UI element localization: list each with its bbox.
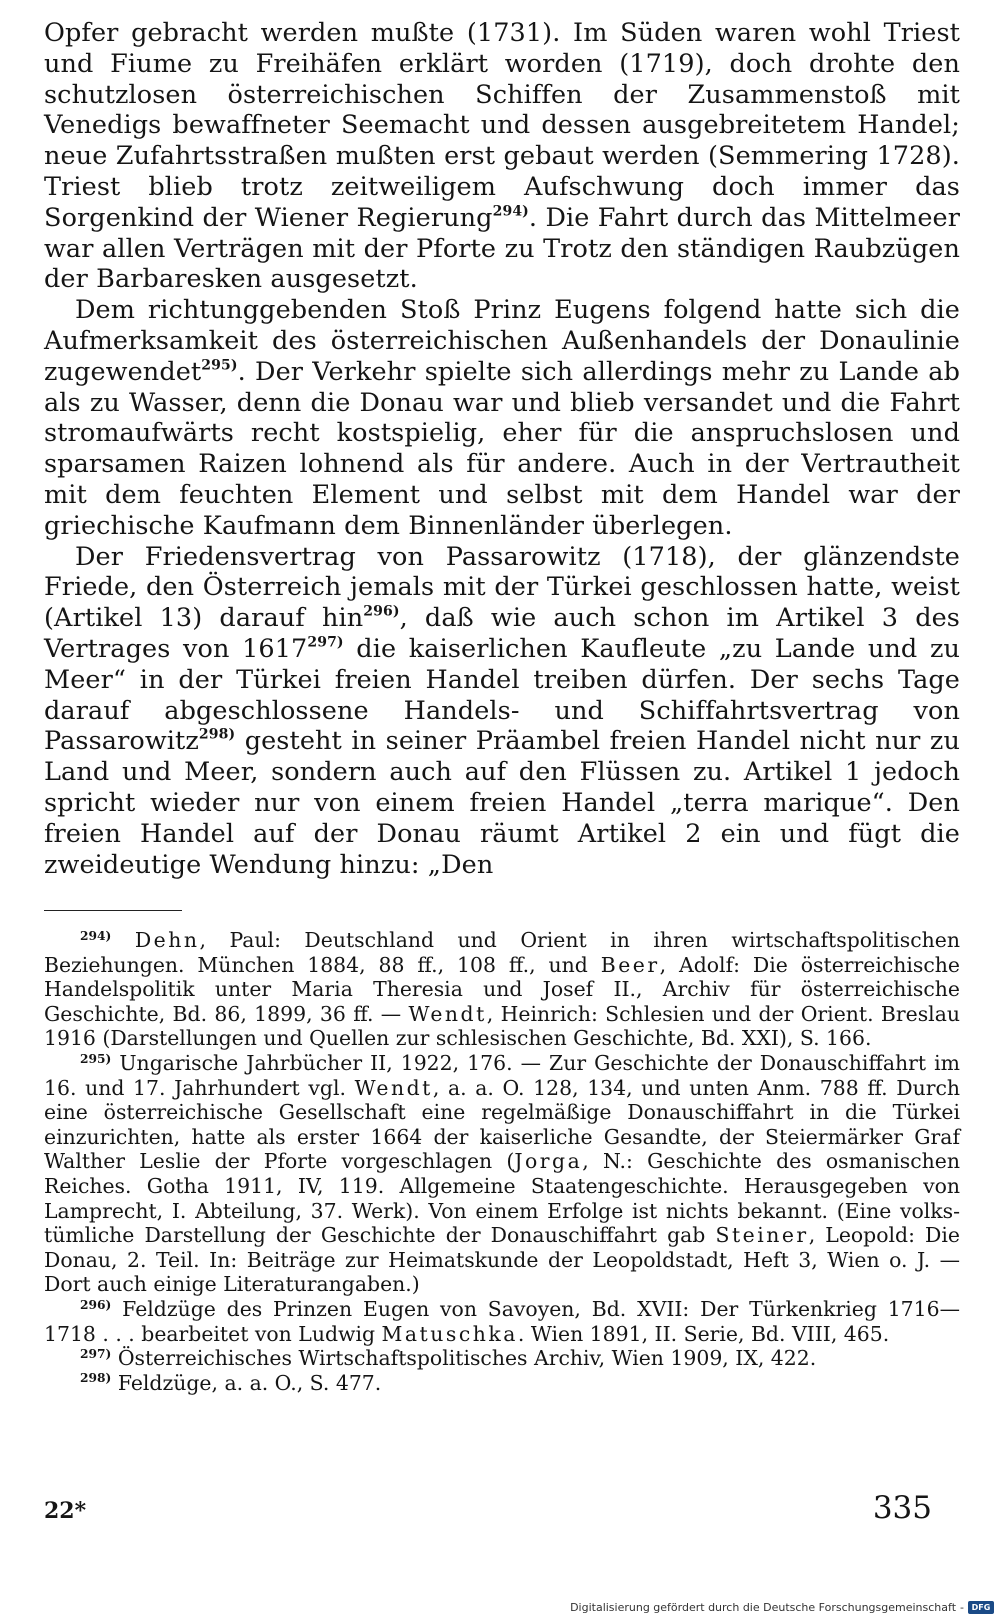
digitization-credit: Digitalisierung gefördert durch die Deutsche Forschungsgemeinschaft - DFG xyxy=(570,1601,994,1614)
footnote-reference: 295) xyxy=(201,357,238,374)
text-run: Feldzüge, a. a. O., S. 477. xyxy=(117,1370,382,1395)
paragraph xyxy=(44,295,960,541)
page-number: 335 xyxy=(872,1490,932,1526)
text-run: Feldzüge des Prinzen Eugen von Savoyen, Bd. XVII: Der Türkenkrieg 1716—1718 . . . bearbeitet von Ludwig xyxy=(44,1296,960,1346)
dfg-logo-icon: DFG xyxy=(968,1601,994,1614)
spaced-author-name: Dehn xyxy=(134,928,200,952)
text-run: , N.: Geschichte des osmanischen Reiches. Gotha 1911, IV, 119. Allgemeine Staatengeschichte. Herausgegeben von Lamprecht, I. Abteilung, 37. Werk). Von einem Erfolge ist nichts bekannt. (Eine volkstümliche Darstellung der Geschichte der Donauschiffahrt gab xyxy=(44,1149,960,1248)
text-run: . Der Verkehr spielte sich allerdings mehr zu Lande ab als zu Wasser, denn die Donau war und blieb versandet und die Fahrt stromaufwärts recht kostspielig, eher für die anspruchslosen und sparsamen Raizen lohnend als für andere. Auch in der Vertrautheit mit dem feuchten Element und selbst mit dem Handel war der griechische Kaufmann dem Binnenländer überlegen. xyxy=(44,356,960,541)
footnote-reference: 294) xyxy=(492,203,529,220)
footnote-reference: 298) xyxy=(198,726,236,743)
footnote-reference: 296) xyxy=(363,603,400,620)
spaced-author-name: Jorga xyxy=(514,1149,583,1174)
text-run: , a. a. O. 128, 134, und unten Anm. 788 ff. Durch eine österreichische Gesellschaft eine regelmäßige Donauschiffahrt in die Türkei einzurichten, hatte als erster 1664 der kaiserliche Gesandte, der Steiermärker Graf Walther Leslie der Pforte vorgeschlagen ( xyxy=(44,1075,961,1174)
text-run: , Adolf: Die österreichische Handelspolitik unter Maria Theresia und Josef II., Archiv für österreichische Geschichte, Bd. 86, 1899, 36 ff. — xyxy=(44,952,961,1026)
footnotes xyxy=(44,928,960,1395)
text-run: . Die Fahrt durch das Mittelmeer war allen Verträgen mit der Pforte zu Trotz den ständigen Raubzügen der Barbaresken ausgesetzt. xyxy=(44,202,961,295)
text-run: Ungarische Jahrbücher II, 1922, 176. — Zur Geschichte der Donauschiffahrt im 16. und 17. Jahrhundert vgl. xyxy=(44,1050,960,1100)
spaced-author-name: Wendt xyxy=(408,1001,487,1026)
spaced-author-name: Matuschka xyxy=(381,1321,518,1346)
credit-text: Digitalisierung gefördert durch die Deutsche Forschungsgemeinschaft xyxy=(570,1601,957,1614)
text-run: Österreichisches Wirtschaftspolitisches Archiv, Wien 1909, IX, 422. xyxy=(117,1346,817,1371)
footnote-reference: 297) xyxy=(307,634,344,651)
text-run: Der Friedensvertrag von Passarowitz (1718), der glänzendste Friede, den Österreich jemals mit der Türkei geschlossen hatte, weist (Artikel 13) darauf hin xyxy=(44,541,960,634)
footnote: $^{297)}$ Österreichisches Wirtschaftspolitisches Archiv, Wien 1909, IX, 422. xyxy=(80,1346,817,1371)
signature-mark: 22* xyxy=(44,1498,87,1524)
text-run: , Paul: Deutschland und Orient in ihren wirtschaftspolitischen Beziehungen. München 1884, 88 ff., 108 ff., und xyxy=(44,928,960,977)
footnote: $^{294)}$ Dehn, Paul: Deutschland und Orient in ihren wirtschaftspolitischen Beziehungen. München 1884, 88 ff., 108 ff., und Beer, Adolf: Die österreichische Handelspolitik unter Maria Theresia und Josef II., Archiv für österreichische Geschichte, Bd. 86, 1899, 36 ff. — Wendt, Heinrich: Schlesien und der Orient. Breslau 1916 (Darstellungen und Quellen zur schlesischen Geschichte, Bd. XXI), S. 166. xyxy=(44,928,961,1051)
text-run: gesteht in seiner Präambel freien Handel nicht nur zu Land und Meer, sondern auch auf den Flüssen zu. Artikel 1 jedoch spricht wieder nur von einem freien Handel „terra marique“. Den freien Handel auf der Donau räumt Artikel 2 ein und fügt die zweideutige Wendung hinzu: „Den xyxy=(44,726,960,880)
text-run: die kaiserlichen Kaufleute „zu Lande und zu Meer“ in der Türkei freien Handel treiben dürfen. Der sechs Tage darauf abgeschlossene Handels- und Schiffahrtsvertrag von Passarowitz xyxy=(44,633,961,757)
footnote: $^{298)}$ Feldzüge, a. a. O., S. 477. xyxy=(80,1370,382,1395)
spaced-author-name: Wendt xyxy=(354,1075,433,1100)
paragraph xyxy=(44,542,960,881)
spaced-author-name: Steiner xyxy=(715,1223,809,1248)
footnote: $^{296)}$ Feldzüge des Prinzen Eugen von Savoyen, Bd. XVII: Der Türkenkrieg 1716—1718 . . . bearbeitet von Ludwig Matuschka. Wien 1891, II. Serie, Bd. VIII, 465. xyxy=(44,1296,960,1346)
footnote-separator xyxy=(44,910,182,911)
main-text xyxy=(44,18,960,880)
text-run: , Heinrich: Schlesien und der Orient. Breslau 1916 (Darstellungen und Quellen zur schlesischen Geschichte, Bd. XXI), S. 166. xyxy=(44,1001,960,1051)
spaced-author-name: Beer xyxy=(600,952,660,977)
text-run: , daß wie auch schon im Artikel 3 des Vertrages von 1617 xyxy=(44,603,960,664)
text-run: Opfer gebracht werden mußte (1731). Im Süden waren wohl Triest und Fiume zu Freihäfen erklärt worden (1719), doch drohte den schutzlosen österreichischen Schiffen der Zusammenstoß mit Venedigs bewaffneter Seemacht und dessen ausgebreitetem Handel; neue Zufahrtsstraßen mußten erst gebaut werden (Semmering 1728). Triest blieb trotz zeitweiligem Aufschwung doch immer das Sorgenkind der Wiener Regierung xyxy=(44,18,960,233)
text-run: Dem richtunggebenden Stoß Prinz Eugens folgend hatte sich die Aufmerksamkeit des österreichischen Außenhandels der Donaulinie zugewendet xyxy=(44,295,960,387)
paragraph xyxy=(44,18,960,295)
text-run: . Wien 1891, II. Serie, Bd. VIII, 465. xyxy=(517,1321,890,1346)
text-run: , Leopold: Die Donau, 2. Teil. In: Beiträge zur Heimatskunde der Leopoldstadt, Heft 3, Wien o. J. — Dort auch einige Literaturangaben.) xyxy=(44,1223,960,1297)
footnote: $^{295)}$ Ungarische Jahrbücher II, 1922, 176. — Zur Geschichte der Donauschiffahrt im 16. und 17. Jahrhundert vgl. Wendt, a. a. O. 128, 134, und unten Anm. 788 ff. Durch eine österreichische Gesellschaft eine regelmäßige Donauschiffahrt in die Türkei einzurichten, hatte als erster 1664 der kaiserliche Gesandte, der Steiermärker Graf Walther Leslie der Pforte vorgeschlagen (Jorga, N.: Geschichte des osmanischen Reiches. Gotha 1911, IV, 119. Allgemeine Staatengeschichte. Herausgegeben von Lamprecht, I. Abteilung, 37. Werk). Von einem Erfolge ist nichts bekannt. (Eine volkstümliche Darstellung der Geschichte der Donauschiffahrt gab Steiner, Leopold: Die Donau, 2. Teil. In: Beiträge zur Heimatskunde der Leopoldstadt, Heft 3, Wien o. J. — Dort auch einige Literaturangaben.) xyxy=(44,1050,961,1297)
